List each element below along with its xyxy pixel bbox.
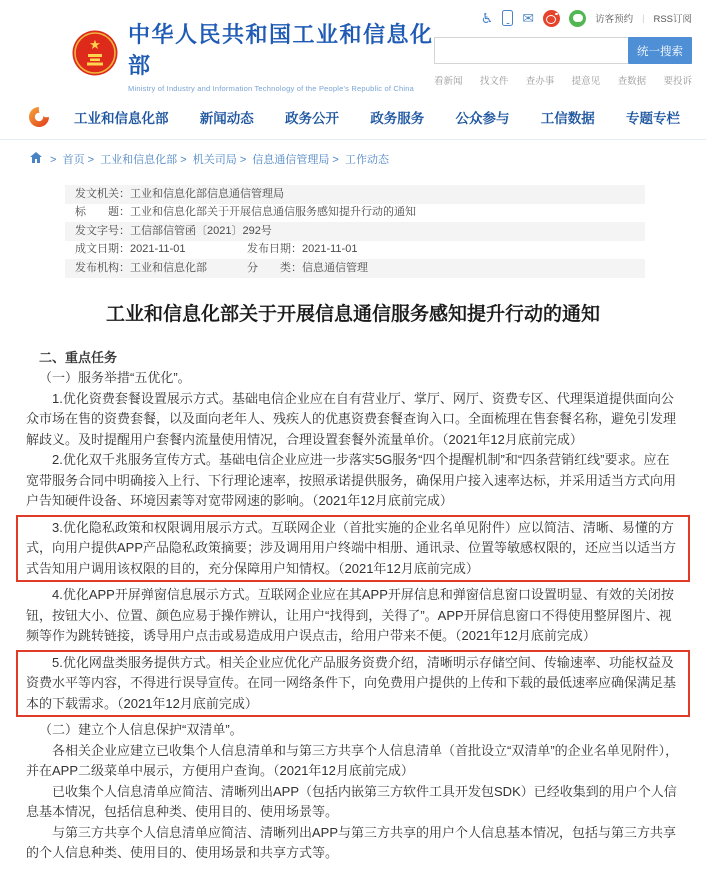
quick-link[interactable]: 查办事 bbox=[525, 76, 555, 87]
quick-link[interactable]: 查数据 bbox=[617, 76, 647, 87]
breadcrumb-link[interactable]: > 机关司局 bbox=[177, 154, 237, 166]
visitor-appointment-link[interactable]: 访客预约 bbox=[595, 14, 634, 25]
meta-value: 工业和信息化部 bbox=[130, 261, 207, 274]
accessibility-icon[interactable]: ♿ bbox=[480, 10, 494, 26]
meta-row bbox=[65, 185, 645, 204]
nav-item[interactable]: 工信数据 bbox=[540, 111, 595, 126]
meta-value: 工信部信管函〔2021〕292号 bbox=[130, 224, 272, 237]
quick-link[interactable]: 看新闻 bbox=[434, 76, 463, 87]
mobile-icon[interactable] bbox=[502, 10, 513, 26]
site-title: 中华人民共和国工业和信息化部 bbox=[128, 22, 434, 78]
quick-link[interactable]: 提意见 bbox=[571, 76, 601, 87]
site-header bbox=[0, 0, 706, 140]
document-paragraph: 1.优化资费套餐设置展示方式。基础电信企业应在自有营业厅、掌厅、网厅、资费专区、代理渠道提供面向公众市场在售的资费套餐，以及面向老年人、残疾人的优惠资费套餐查询入口。全面梳理在售套餐名称，避免引发理解歧义。及时提醒用户套餐内流量使用情况，合理设置套餐外流量单价。（2021年12月底前完成） bbox=[26, 390, 677, 447]
document-meta-table bbox=[65, 185, 645, 278]
breadcrumb-link[interactable]: > 工作动态 bbox=[329, 154, 389, 166]
weibo-icon[interactable] bbox=[543, 10, 560, 27]
breadcrumb-link[interactable]: > 工业和信息化部 bbox=[85, 154, 178, 166]
home-icon[interactable] bbox=[30, 152, 42, 166]
meta-value: 工业和信息化部关于开展信息通信服务感知提升行动的通知 bbox=[130, 206, 416, 218]
document-paragraph: （二）建立个人信息保护“双清单”。 bbox=[39, 722, 243, 737]
mail-icon[interactable]: ✉ bbox=[522, 10, 535, 26]
meta-label: 发文字号 ： bbox=[75, 225, 130, 237]
nav-item[interactable]: 公众参与 bbox=[455, 111, 510, 126]
meta-label: 成文日期 ： bbox=[75, 243, 130, 255]
utility-icons-row bbox=[434, 8, 692, 28]
breadcrumb-link[interactable]: > 首页 bbox=[47, 154, 85, 166]
meta-cell bbox=[75, 243, 247, 257]
meta-cell bbox=[75, 225, 272, 239]
document-paragraph: 已收集个人信息清单应简洁、清晰列出APP（包括内嵌第三方软件工具开发包SDK）已经收集到的用户个人信息基本情况，包括信息种类、使用目的、使用场景等。 bbox=[26, 783, 677, 819]
header-utilities bbox=[434, 8, 692, 93]
meta-label: 发布机构 ： bbox=[75, 262, 130, 274]
meta-label: 发文机关 ： bbox=[75, 188, 130, 200]
meta-row bbox=[65, 259, 645, 278]
search-bar bbox=[434, 37, 692, 64]
miit-logo-icon bbox=[28, 106, 50, 128]
document-paragraph: 2.优化双千兆服务宣传方式。基础电信企业应进一步落实5G服务“四个提醒机制”和“四条营销红线”要求。应在宽带服务合同中明确接入上行、下行理论速率，按照承诺提供服务，确保用户接入速率达标，并采用适当方式向用户告知硬件设备、环境因素等对宽带网速的影响。（2021年12月底前完成） bbox=[26, 452, 677, 508]
document-body bbox=[0, 348, 706, 874]
document-paragraph: 3.优化隐私政策和权限调用展示方式。互联网企业（首批实施的企业名单见附件）应以简洁、清晰、易懂的方式，向用户提供APP产品隐私政策摘要；涉及调用用户终端中相册、通讯录、位置等敏感权限的，还应当以适当方式告知用户调用该权限的目的，充分保障用户知情权。（2021年12月底前完成） bbox=[16, 515, 690, 583]
meta-row bbox=[65, 241, 645, 260]
site-subtitle: Ministry of Industry and Information Technology of the People's Republic of China bbox=[128, 84, 414, 93]
site-brand bbox=[72, 18, 434, 93]
meta-cell bbox=[247, 262, 368, 276]
meta-label: 分 类 ： bbox=[247, 262, 302, 274]
breadcrumb-link[interactable]: > 信息通信管理局 bbox=[237, 154, 330, 166]
brand-text bbox=[128, 18, 434, 93]
nav-item[interactable]: 新闻动态 bbox=[199, 111, 254, 126]
search-button[interactable]: 统一搜索 bbox=[628, 37, 692, 64]
quick-links bbox=[434, 73, 692, 87]
link-separator: | bbox=[642, 13, 645, 23]
meta-value: 工业和信息化部信息通信管理局 bbox=[130, 187, 284, 200]
rss-link[interactable]: RSS订阅 bbox=[653, 14, 692, 25]
meta-row bbox=[65, 204, 645, 223]
document-paragraph: 5.优化网盘类服务提供方式。相关企业应优化产品服务资费介绍，清晰明示存储空间、传输速率、功能权益及资费水平等内容，不得进行误导宣传。在同一网络条件下，向免费用户提供的上传和下载的最低速率应确保满足基本的下载需求。（2021年12月底前完成） bbox=[16, 650, 690, 718]
meta-value: 信息通信管理 bbox=[302, 261, 368, 274]
document-paragraph: 二、重点任务 bbox=[39, 349, 118, 365]
document-paragraph: 各相关企业应建立已收集个人信息清单和与第三方共享个人信息清单（首批设立“双清单”的企业名单见附件），并在APP二级菜单中展示，方便用户查询。（2021年12月底前完成） bbox=[26, 742, 679, 778]
meta-cell bbox=[75, 262, 247, 276]
search-input[interactable] bbox=[434, 37, 628, 64]
meta-row bbox=[65, 222, 645, 241]
national-emblem-icon bbox=[72, 30, 118, 81]
meta-value: 2021-11-01 bbox=[302, 243, 358, 255]
document-paragraph: 4.优化APP开屏弹窗信息展示方式。互联网企业应在其APP开屏信息和弹窗信息窗口设置明显、有效的关闭按钮，按钮大小、位置、颜色应易于操作辨认，让用户“找得到，关得了”。APP开屏信息窗口不得使用整屏图片、视频等作为跳转链接，诱导用户点击或易造成用户误点击，给用户带来不便。（2021年12月底前完成） bbox=[26, 587, 674, 643]
meta-label: 标 题 ： bbox=[75, 206, 130, 218]
breadcrumb-items bbox=[47, 151, 389, 167]
nav-item[interactable]: 政务服务 bbox=[370, 111, 425, 126]
nav-item[interactable]: 政务公开 bbox=[285, 111, 339, 126]
quick-link[interactable]: 要投诉 bbox=[663, 76, 692, 87]
svg-text:★: ★ bbox=[89, 37, 101, 52]
nav-item[interactable]: 工业和信息化部 bbox=[74, 111, 169, 126]
document-paragraph: （一）服务举措“五优化”。 bbox=[39, 370, 191, 385]
document-title: 工业和信息化部关于开展信息通信服务感知提升行动的通知 bbox=[105, 303, 600, 325]
nav-item[interactable]: 专题专栏 bbox=[626, 111, 680, 126]
document-paragraph: 与第三方共享个人信息清单应简洁、清晰列出APP与第三方共享的用户个人信息基本情况，包括与第三方共享的个人信息种类、使用目的、使用场景和共享方式等。 bbox=[26, 824, 677, 860]
meta-value: 2021-11-01 bbox=[130, 243, 186, 255]
meta-label: 发布日期 ： bbox=[247, 243, 302, 255]
breadcrumb bbox=[0, 140, 706, 167]
meta-cell bbox=[75, 206, 416, 220]
nav-items bbox=[74, 107, 680, 127]
main-nav bbox=[0, 93, 706, 140]
meta-cell bbox=[75, 188, 284, 202]
wechat-icon[interactable] bbox=[569, 10, 586, 27]
meta-cell bbox=[247, 243, 357, 257]
quick-link[interactable]: 找文件 bbox=[479, 76, 509, 87]
